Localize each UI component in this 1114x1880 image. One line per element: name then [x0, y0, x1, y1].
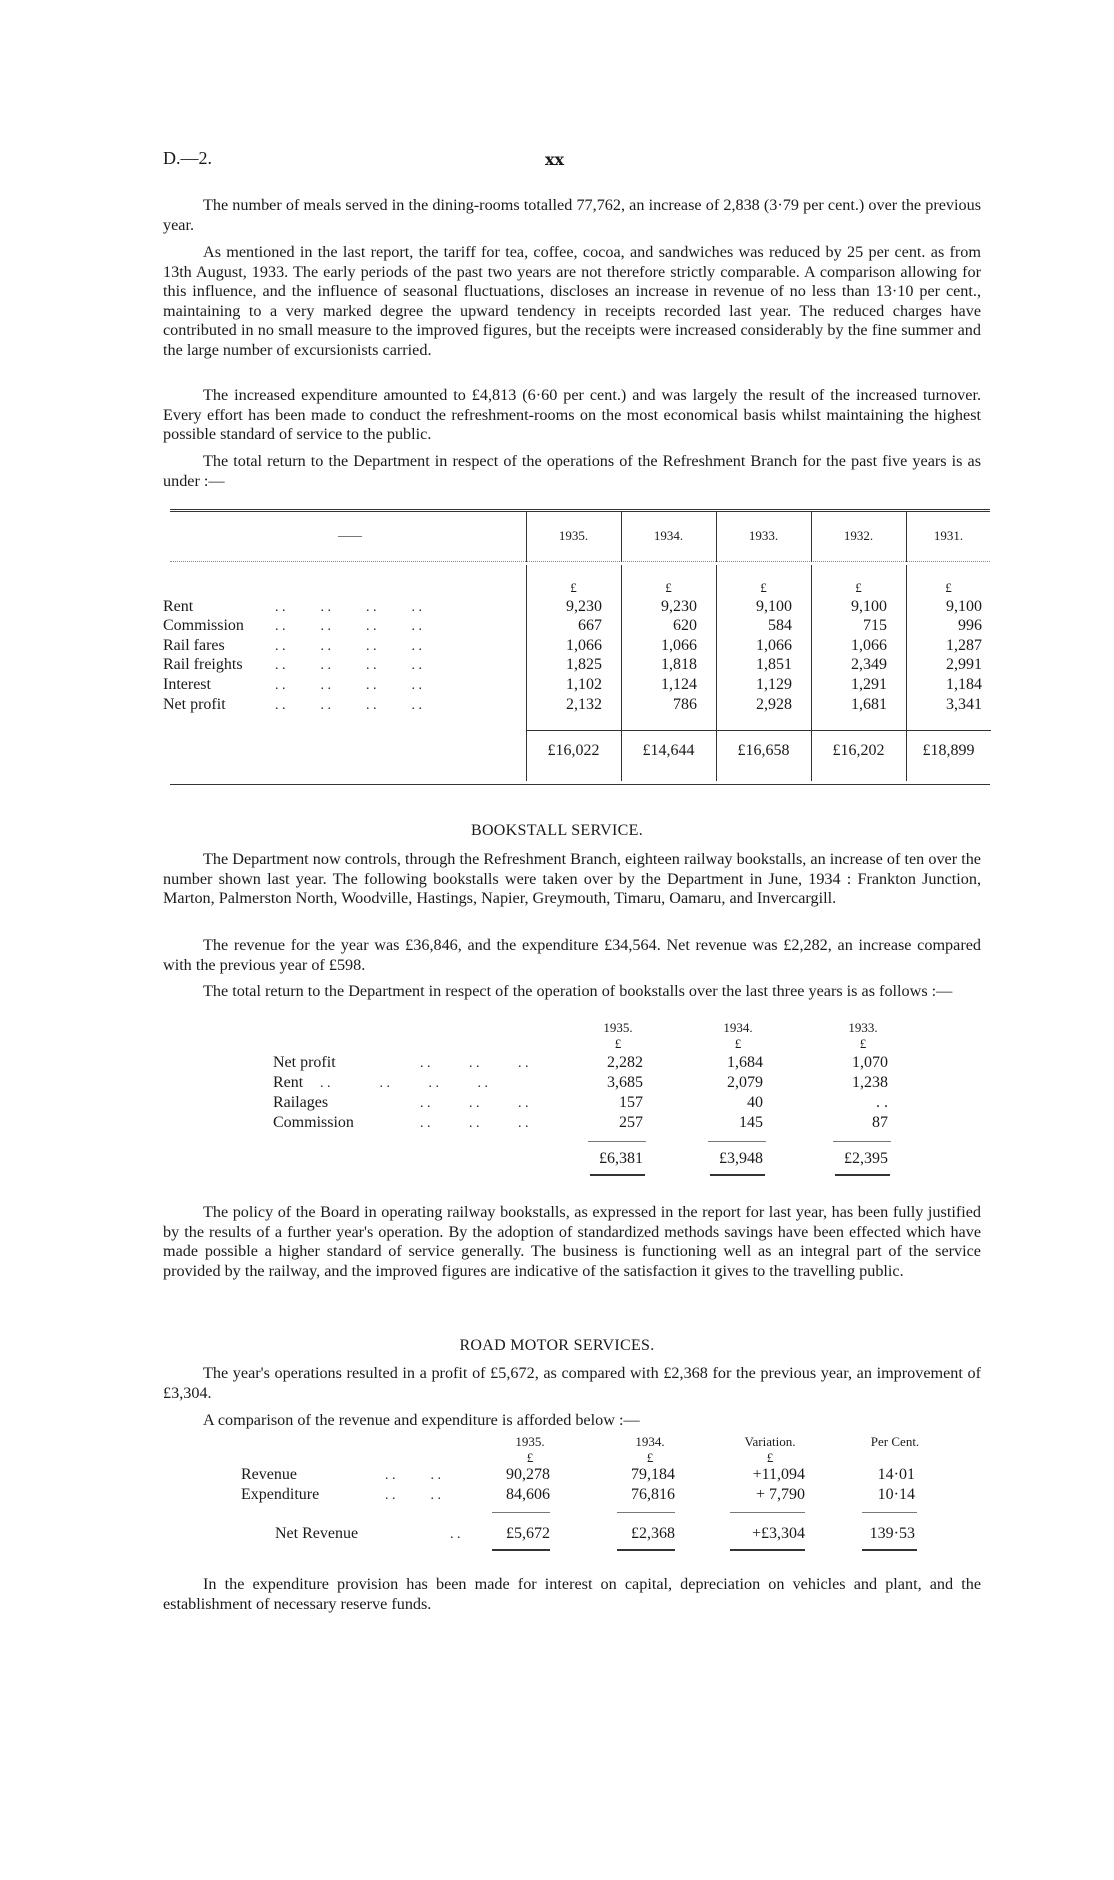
cell-value: 1,681 [851, 696, 887, 713]
table3-col-header: Per Cent. [870, 1434, 920, 1449]
table3-total: £2,368 [631, 1525, 675, 1542]
row-label: Commission [163, 617, 244, 634]
table1-unit: £ [665, 580, 672, 595]
section-heading-bookstall: BOOKSTALL SERVICE. [470, 822, 644, 839]
cell-value: 786 [673, 696, 697, 713]
table2-unit: £ [614, 1036, 622, 1051]
cell-value: 1,825 [566, 656, 602, 673]
table3-col-header: Variation. [744, 1434, 796, 1449]
cell-value: 1,102 [566, 676, 602, 693]
paragraph-expenditure: The increased expenditure amounted to £4,813 (6·60 per cent.) and was largely the result of the increased turnover. Every effort has been made to conduct the refreshment-rooms on the most economical basis whilst maintaining the highest possible standard of service to the public. [163, 386, 981, 444]
row-label: Rail fares [163, 637, 225, 654]
paragraph-bookstall-revenue: The revenue for the year was £36,846, and the expenditure £34,564. Net revenue was £2,282, an increase compared with the previous year of £598. [163, 936, 981, 974]
paragraph-bookstall-return: The total return to the Department in respect of the operation of bookstalls over the last three years is as follows :— [203, 982, 953, 1000]
row-label: Interest [163, 676, 211, 693]
cell-value: 14·01 [877, 1466, 915, 1483]
cell-value: 87 [872, 1114, 888, 1131]
table3-col-header: 1934. [635, 1434, 665, 1449]
table1-total: £16,202 [832, 742, 885, 759]
cell-value: 9,230 [661, 598, 697, 615]
row-label: Expenditure [241, 1486, 320, 1503]
section-heading-road-motor: ROAD MOTOR SERVICES. [459, 1337, 655, 1354]
cell-value: 76,816 [631, 1486, 675, 1503]
table1-stub-header: —— [338, 528, 362, 542]
table2-year-header: 1933. [848, 1020, 878, 1035]
row-label: Revenue [241, 1466, 297, 1483]
cell-value: 3,341 [946, 696, 982, 713]
cell-value: 2,928 [756, 696, 792, 713]
table2-unit: £ [859, 1036, 867, 1051]
cell-value: 1,070 [852, 1054, 888, 1071]
cell-value: 9,100 [946, 598, 982, 615]
row-label: Railages [273, 1094, 329, 1111]
row-label: Net profit [273, 1054, 336, 1071]
cell-value: 1,818 [661, 656, 697, 673]
cell-value: 9,100 [756, 598, 792, 615]
cell-value: 1,066 [756, 637, 792, 654]
table1-total: £18,899 [922, 742, 975, 759]
cell-value: . . [876, 1094, 888, 1111]
table3-total: 139·53 [869, 1525, 915, 1542]
cell-value: 2,282 [607, 1054, 643, 1071]
page-reference: D.—2. [163, 148, 212, 168]
cell-value: 996 [958, 617, 982, 634]
cell-value: 1,238 [852, 1074, 888, 1091]
table1-unit: £ [945, 580, 952, 595]
paragraph-road-comparison: A comparison of the revenue and expenditure is afforded below :— [203, 1411, 640, 1429]
cell-value: 257 [619, 1114, 643, 1131]
cell-value: 1,066 [851, 637, 887, 654]
paragraph-bookstalls: The Department now controls, through the Refreshment Branch, eighteen railway bookstalls, an increase of ten over the number shown last year. The following bookstalls were taken over by the Department in June, 1934 : Frankton Junction, Marton, Palmerston North, Woodville, Hastings, Napier, Greymouth, Timaru, Oamaru, and Invercargill. [163, 850, 981, 908]
cell-value: 1,684 [727, 1054, 763, 1071]
table1-unit: £ [855, 580, 862, 595]
cell-value: 9,230 [566, 598, 602, 615]
table2-unit: £ [734, 1036, 742, 1051]
paragraph-expenditure-provision: In the expenditure provision has been made for interest on capital, depreciation on vehicles and plant, and the establishment of necessary reserve funds. [163, 1575, 981, 1613]
table1-total: £16,022 [547, 742, 600, 759]
row-label: Net profit [163, 696, 226, 713]
cell-value: 620 [673, 617, 697, 634]
table3-col-header: 1935. [515, 1434, 545, 1449]
table1-year-header: 1932. [843, 528, 874, 543]
cell-value: 584 [768, 617, 792, 634]
cell-value: 90,278 [506, 1466, 550, 1483]
cell-value: 3,685 [607, 1074, 643, 1091]
cell-value: 715 [863, 617, 887, 634]
cell-value: 2,132 [566, 696, 602, 713]
paragraph-total-return: The total return to the Department in respect of the operations of the Refreshment Branch for the past five years is as under :— [163, 452, 981, 490]
cell-value: 2,349 [851, 656, 887, 673]
paragraph-tariff: As mentioned in the last report, the tariff for tea, coffee, cocoa, and sandwiches was reduced by 25 per cent. as from 13th August, 1933. The early periods of the past two years are not therefore strictly comparable. A comparison allowing for this influence, and the influence of seasonal fluctuations, discloses an increase in revenue of no less than 13·10 per cent., maintaining to a very marked degree the upward tendency in receipts recorded last year. The reduced charges have contributed in no small measure to the improved figures, but the receipts were increased considerably by the fine summer and the large number of excursionists carried. [163, 243, 981, 359]
table1-year-header: 1931. [933, 528, 964, 543]
total-row-label: Net Revenue [275, 1525, 359, 1542]
cell-value: 9,100 [851, 598, 887, 615]
row-label: Commission [273, 1114, 354, 1131]
table1-unit: £ [760, 580, 767, 595]
table1-total: £14,644 [642, 742, 695, 759]
table3-unit: £ [766, 1450, 774, 1465]
table2-year-header: 1934. [723, 1020, 753, 1035]
cell-value: 1,184 [946, 676, 982, 693]
row-label: Rent [163, 598, 194, 615]
cell-value: 1,066 [661, 637, 697, 654]
cell-value: 1,851 [756, 656, 792, 673]
cell-value: + 7,790 [755, 1486, 805, 1503]
cell-value: 1,287 [946, 637, 982, 654]
row-label: Rail freights [163, 656, 243, 673]
cell-value: 10·14 [877, 1486, 915, 1503]
paragraph-board-policy: The policy of the Board in operating railway bookstalls, as expressed in the report for last year, has been fully justified by the results of a further year's operation. By the adoption of standardized methods savings have been effected which have made possible a higher standard of service generally. The business is functioning well as an integral part of the service provided by the railway, and the improved figures are indicative of the satisfaction it gives to the travelling public. [163, 1203, 981, 1280]
table3-unit: £ [646, 1450, 654, 1465]
table2-total: £6,381 [599, 1150, 643, 1167]
cell-value: 157 [619, 1094, 643, 1111]
table1-year-header: 1933. [748, 528, 779, 543]
cell-value: 79,184 [631, 1466, 675, 1483]
table2-total: £3,948 [719, 1150, 763, 1167]
cell-value: 667 [578, 617, 602, 634]
cell-value: 40 [747, 1094, 763, 1111]
cell-value: 1,129 [756, 676, 792, 693]
paragraph-meals: The number of meals served in the dining-rooms totalled 77,762, an increase of 2,838 (3·79 per cent.) over the previous year. [163, 196, 981, 234]
table3-unit: £ [526, 1450, 534, 1465]
table1-total: £16,658 [737, 742, 790, 759]
cell-value: 1,066 [566, 637, 602, 654]
cell-value: 145 [739, 1114, 763, 1131]
row-label: Rent [273, 1074, 304, 1091]
cell-value: 2,991 [946, 656, 982, 673]
table1-unit: £ [570, 580, 577, 595]
cell-value: 1,124 [661, 676, 697, 693]
table3-total: £5,672 [506, 1525, 550, 1542]
cell-value: 1,291 [851, 676, 887, 693]
page-number: xx [545, 150, 565, 169]
table1-year-header: 1934. [653, 528, 684, 543]
table2-total: £2,395 [844, 1150, 888, 1167]
table2-year-header: 1935. [603, 1020, 633, 1035]
cell-value: 2,079 [727, 1074, 763, 1091]
cell-value: +11,094 [752, 1466, 805, 1483]
cell-value: 84,606 [506, 1486, 550, 1503]
table1-year-header: 1935. [558, 528, 589, 543]
paragraph-road-profit: The year's operations resulted in a profit of £5,672, as compared with £2,368 for the previous year, an improvement of £3,304. [163, 1364, 981, 1402]
table3-total: +£3,304 [751, 1525, 805, 1542]
